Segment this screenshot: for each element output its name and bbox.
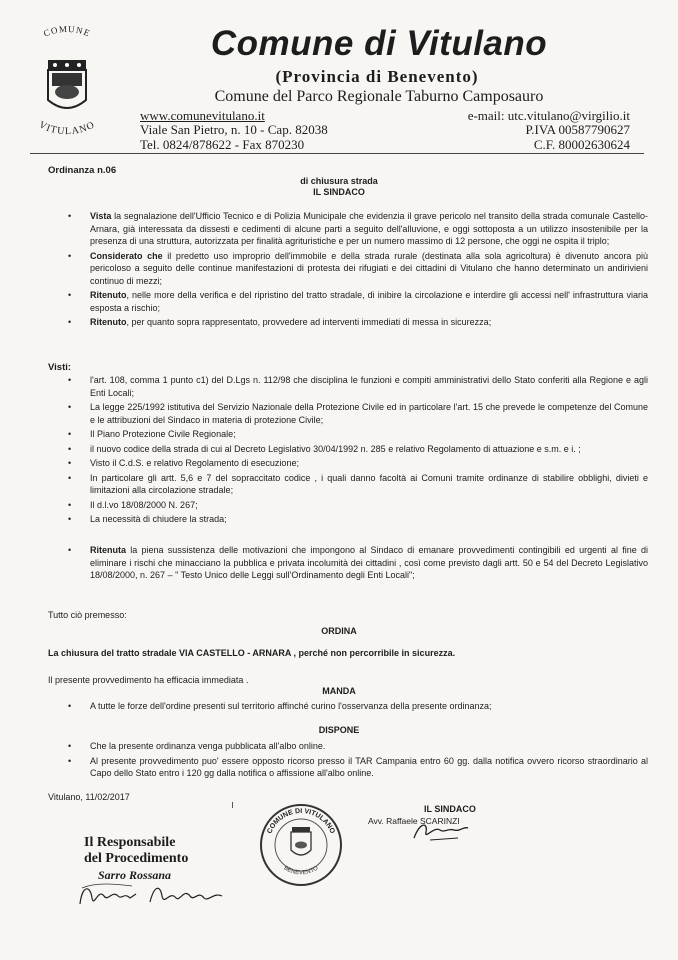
list-item: • il nuovo codice della strada di cui al Decreto Legislativo 30/04/1992 n. 285 e relativo Regolamento di attuazione e s.m. e i. ; — [68, 443, 648, 456]
stamp-bottom-text: BENEVENTO — [282, 865, 320, 877]
ordinance-subject: di chiusura strada — [300, 176, 378, 186]
mayor-title: IL SINDACO — [424, 804, 476, 814]
list-item: • Visto il C.d.S. e relativo Regolamento di esecuzione; — [68, 457, 648, 470]
address-line: Viale San Pietro, n. 10 - Cap. 82038 — [140, 122, 328, 137]
manda-list — [68, 700, 648, 715]
park-line: Comune del Parco Regionale Taburno Camposauro — [214, 88, 544, 105]
visti-list — [68, 374, 648, 528]
header-divider — [30, 153, 644, 154]
list-item: • A tutte le forze dell'ordine presenti sul territorio affinché curino l'osservanza della presente ordinanza; — [68, 700, 648, 713]
piva-line: P.IVA 00587790627 — [525, 122, 630, 137]
place-date: Vitulano, 11/02/2017 — [48, 792, 130, 802]
list-item: • Il d.l.vo 18/08/2000 N. 267; — [68, 499, 648, 512]
list-item: • La legge 225/1992 istitutiva del Servizio Nazionale della Protezione Civile ed in particolare l'art. 15 che prevede le competenze del Comune e le attribuzioni del Sindaco in materia di protezione Civile; — [68, 401, 648, 426]
list-item: • Vista la segnalazione dell'Ufficio Tecnico e di Polizia Municipale che evidenzia il grave pericolo nel transito della strada comunale Castello-Arnara, già interessata da dissesti e cedimenti di alcune parti a seguito dell'alluvione, e oggi sottoposta a un utilizzo insostenibile per la presenza di una struttura, autorizzata per finalità agrituristiche e per un numero massimo di 12 persone, che oggi ne ospita il triplo; — [68, 210, 648, 248]
list-item: • La necessità di chiudere la strada; — [68, 513, 648, 526]
closure-statement: La chiusura del tratto stradale VIA CASTELLO - ARNARA , perché non percorribile in sicurezza. — [48, 648, 456, 658]
premesso-line: Tutto ciò premesso: — [48, 610, 127, 620]
list-item: • In particolare gli artt. 5,6 e 7 del sopraccitato codice , i quali danno facoltà ai Comuni tramite ordinanze di stabilire obblighi, divieti e limitazioni alla circolazione stradale; — [68, 472, 648, 497]
list-item: • Che la presente ordinanza venga pubblicata all'albo online. — [68, 740, 648, 753]
ordina-heading: ORDINA — [321, 626, 357, 636]
phone-line: Tel. 0824/878622 - Fax 870230 — [140, 137, 305, 152]
stamp-top-text: COMUNE DI VITULANO — [266, 807, 336, 835]
efficacia-line: Il presente provvedimento ha efficacia immediata . — [48, 675, 249, 685]
list-item: • Ritenuto, nelle more della verifica e del ripristino del tratto stradale, di inibire la circolazione e interdire gli accessi nell' infrastruttura viaria esposta a rischio; — [68, 289, 648, 314]
premises-list — [68, 210, 648, 331]
authority-heading: IL SINDACO — [313, 187, 365, 197]
ordinance-number: Ordinanza n.06 — [48, 165, 117, 176]
cf-line: C.F. 80002630624 — [533, 137, 630, 152]
page-title: Comune di Vitulano — [210, 24, 548, 63]
mayor-name: Avv. Raffaele SCARINZI — [368, 816, 460, 826]
list-item: • Al presente provvedimento puo' essere opposto ricorso presso il TAR Campania entro 60 gg. dalla notifica ovvero ricorso straordinario al Capo dello Stato entro i 120 gg dalla notifica o affissione all'albo online. — [68, 755, 648, 780]
list-item: • Ritenuto, per quanto sopra rappresentato, provvedere ad interventi immediati di messa in sicurezza; — [68, 316, 648, 329]
email-line: e-mail: utc.vitulano@virgilio.it — [467, 108, 630, 123]
list-item: • l'art. 108, comma 1 punto c1) del D.Lgs n. 112/98 che disciplina le funzioni e compiti amministrativi dello Stato conferiti alla Regione e agli Enti Locali; — [68, 374, 648, 399]
pen-mark — [232, 802, 233, 808]
province-line: (Provincia di Benevento) — [275, 67, 479, 86]
list-item: • Il Piano Protezione Civile Regionale; — [68, 428, 648, 441]
municipal-stamp — [258, 802, 344, 888]
svg-text:BENEVENTO — [283, 865, 320, 876]
officer-signature — [76, 876, 246, 912]
seal-top-text: COMUNE — [41, 26, 93, 39]
list-item: • Considerato che il predetto uso improprio dell'immobile e della strada rurale (destinata alla sola agricoltura) è divenuto ancora più pericoloso a seguito delle continue manifestazioni di protesta dei rifugiati e dei cittadini di Vitulano che hanno determinato un andirivieni continuo di mezzi; — [68, 250, 648, 288]
procedure-officer-name: Sarro Rossana — [98, 868, 172, 882]
visti-heading: Visti: — [48, 362, 72, 373]
ritenuta-list — [68, 544, 648, 584]
svg-text:VITULANO — [37, 119, 97, 137]
website-link[interactable]: www.comunevitulano.it — [140, 108, 265, 123]
seal-bottom-text: VITULANO — [36, 119, 98, 138]
list-item: • Ritenuta la piena sussistenza delle motivazioni che impongono al Sindaco di emanare provvedimenti contingibili ed urgenti al fine di eliminare i rischi che minacciano la pubblica e privata incolumità dei cittadini , così come previsto dagli artt. 50 e 54 del Decreto Legislativo 18/08/2000, n. 267 – " Testo Unico delle Leggi sull'Ordinamento degli Enti Locali"; — [68, 544, 648, 582]
dispone-list — [68, 740, 648, 782]
manda-heading: MANDA — [322, 686, 356, 696]
mayor-signature — [410, 818, 470, 844]
procedure-officer-title: Il Responsabile del Procedimento — [84, 835, 189, 866]
dispone-heading: DISPONE — [318, 725, 360, 735]
